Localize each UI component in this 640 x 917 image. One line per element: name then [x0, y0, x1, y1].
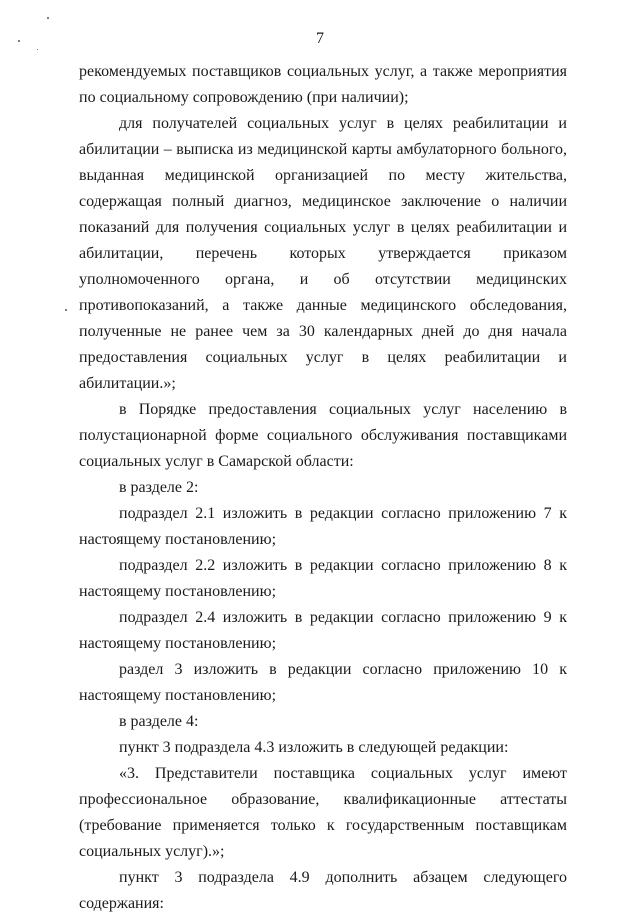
paragraph-continuation: рекомендуемых поставщиков социальных услуг, а также мероприятия по социальному сопровождению (при наличии); — [79, 63, 567, 106]
paragraph-point-3-4-3: пункт 3 подраздела 4.3 изложить в следующей редакции: — [119, 739, 509, 756]
scan-speck — [37, 49, 38, 50]
document-body — [79, 59, 567, 917]
paragraph-subsection-2-4: подраздел 2.4 изложить в редакции согласно приложению 9 к настоящему постановлению; — [79, 609, 567, 652]
scan-speck — [65, 309, 67, 311]
scan-speck — [47, 17, 49, 19]
paragraph-rehabilitation: для получателей социальных услуг в целях реабилитации и абилитации – выписка из медицинской карты амбулаторного больного, выданная медицинской организацией по месту жительства, содержащая полный диагноз, медицинское заключение о наличии показаний для получения социальных услуг в целях реабилитации и абилитации, перечень которых утверждается приказом уполномоченного органа, и об отсутствии медицинских противопоказаний, а также данные медицинского обследования, полученные не ранее чем за 30 календарных дней до дня начала предоставления социальных услуг в целях реабилитации и абилитации.»; — [79, 115, 567, 392]
paragraph-subsection-2-2: подраздел 2.2 изложить в редакции согласно приложению 8 к настоящему постановлению; — [79, 557, 567, 600]
page-number: 7 — [316, 30, 324, 47]
paragraph-section-3: раздел 3 изложить в редакции согласно приложению 10 к настоящему постановлению; — [79, 661, 567, 704]
paragraph-section-2: в разделе 2: — [119, 479, 199, 496]
paragraph-subsection-2-1: подраздел 2.1 изложить в редакции согласно приложению 7 к настоящему постановлению; — [79, 505, 567, 548]
paragraph-point-3-4-9: пункт 3 подраздела 4.9 дополнить абзацем следующего содержания: — [79, 869, 567, 912]
paragraph-quote-representatives: «3. Представители поставщика социальных услуг имеют профессиональное образование, квалификационные аттестаты (требование применяется только к государственным поставщикам социальных услуг).»; — [79, 765, 567, 860]
scan-speck — [18, 40, 20, 42]
paragraph-section-4: в разделе 4: — [119, 713, 199, 730]
paragraph-procedure: в Порядке предоставления социальных услуг населению в полустационарной форме социального обслуживания поставщиками социальных услуг в Самарской области: — [79, 401, 567, 470]
